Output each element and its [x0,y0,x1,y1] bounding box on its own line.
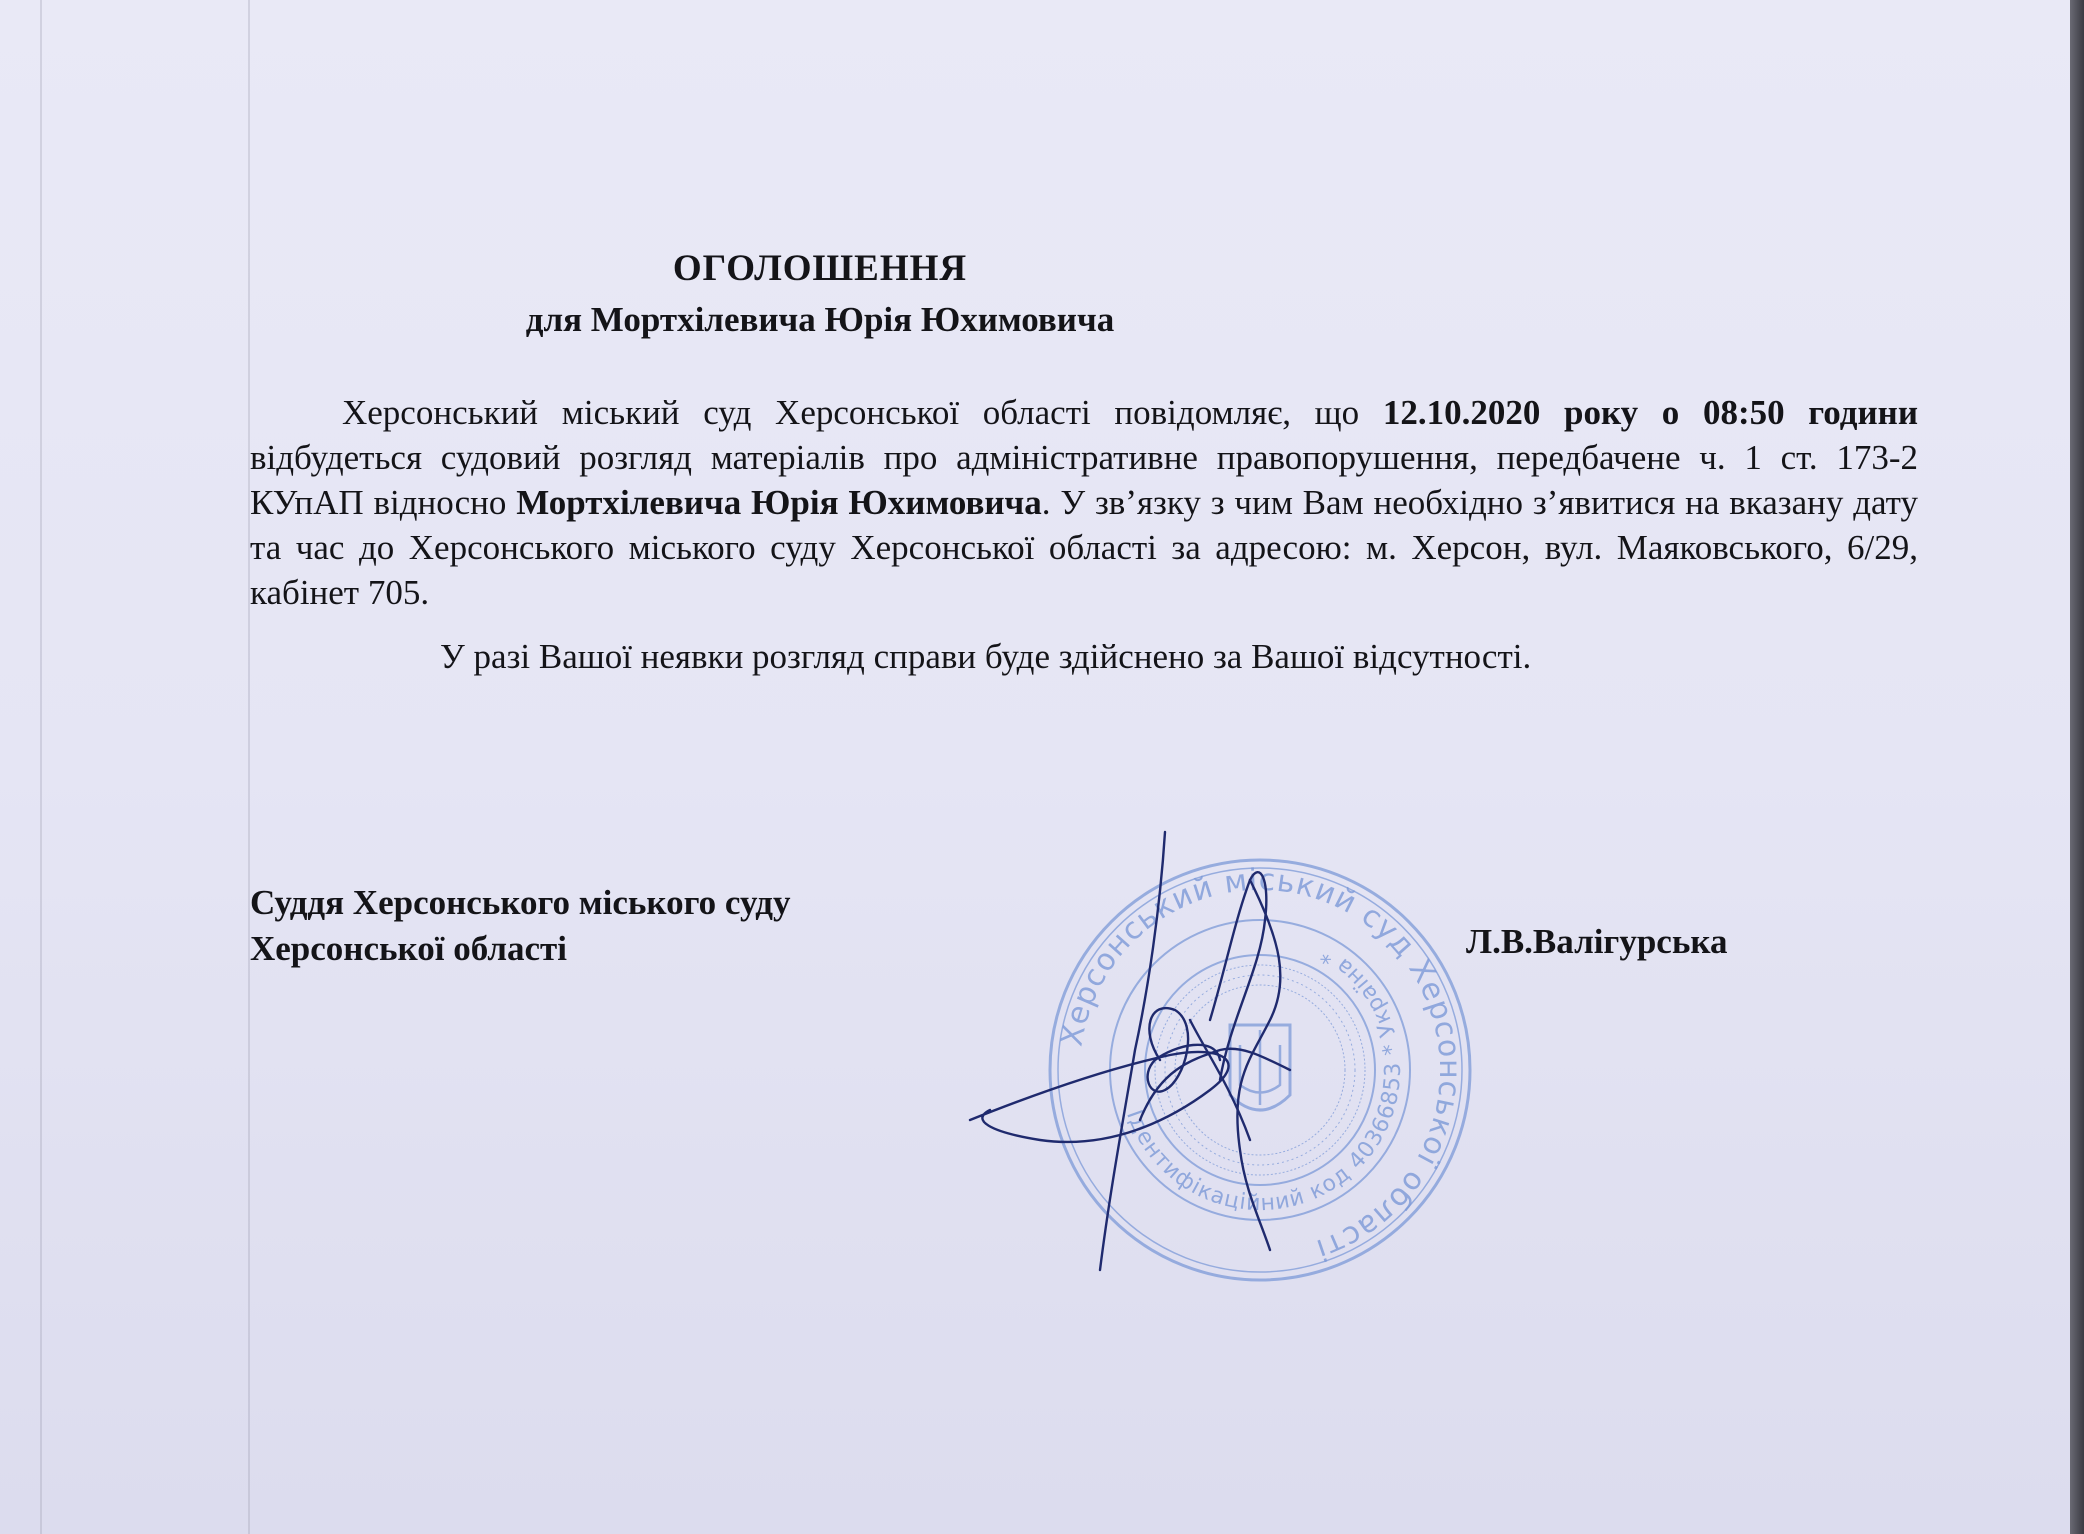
paragraph-text: . У звʼязку з чим Вам необхідно з’явитися на вказану дату та час до Херсонського міського суду Херсонської області за адресою: м. Херсон, вул. Маяковського, 6/29, кабінет 705. [250,483,1918,612]
defendant-name: Мортхілевича Юрія Юхимовича [516,483,1042,522]
fold-line [40,0,42,1534]
document-title: ОГОЛОШЕННЯ [672,248,968,289]
page-edge-shadow [2070,0,2084,1534]
paragraph-text: Херсонський міський суд Херсонської області повідомляє, що [342,393,1383,432]
absence-paragraph: У разі Вашої неявки розгляд справи буде здійснено за Вашої відсутності. [440,637,1532,676]
stamp-inner-text: Ідентифікаційний код 40366853 * Україна * [1121,941,1407,1217]
stamp-outer-text: Херсонський міський суд Херсонської області [1054,862,1468,1268]
handwritten-signature [960,820,1380,1290]
hearing-date: 12.10.2020 року о 08:50 години [1382,393,1918,432]
signer-position [250,880,790,972]
signer-position-line: Херсонської області [250,929,567,968]
fold-line [248,0,250,1534]
signer-name: Л.В.Валігурська [1466,922,1728,961]
main-paragraph [250,390,1918,615]
paragraph-text: відбудеться судовий розгляд матеріалів про адміністративне правопорушення, передбачене ч. 1 ст. 173-2 КУпАП відносно [250,438,1918,522]
signer-position-line: Суддя Херсонського міського суду [250,883,791,922]
document-subtitle: для Мортхілевича Юрія Юхимовича [525,300,1115,339]
